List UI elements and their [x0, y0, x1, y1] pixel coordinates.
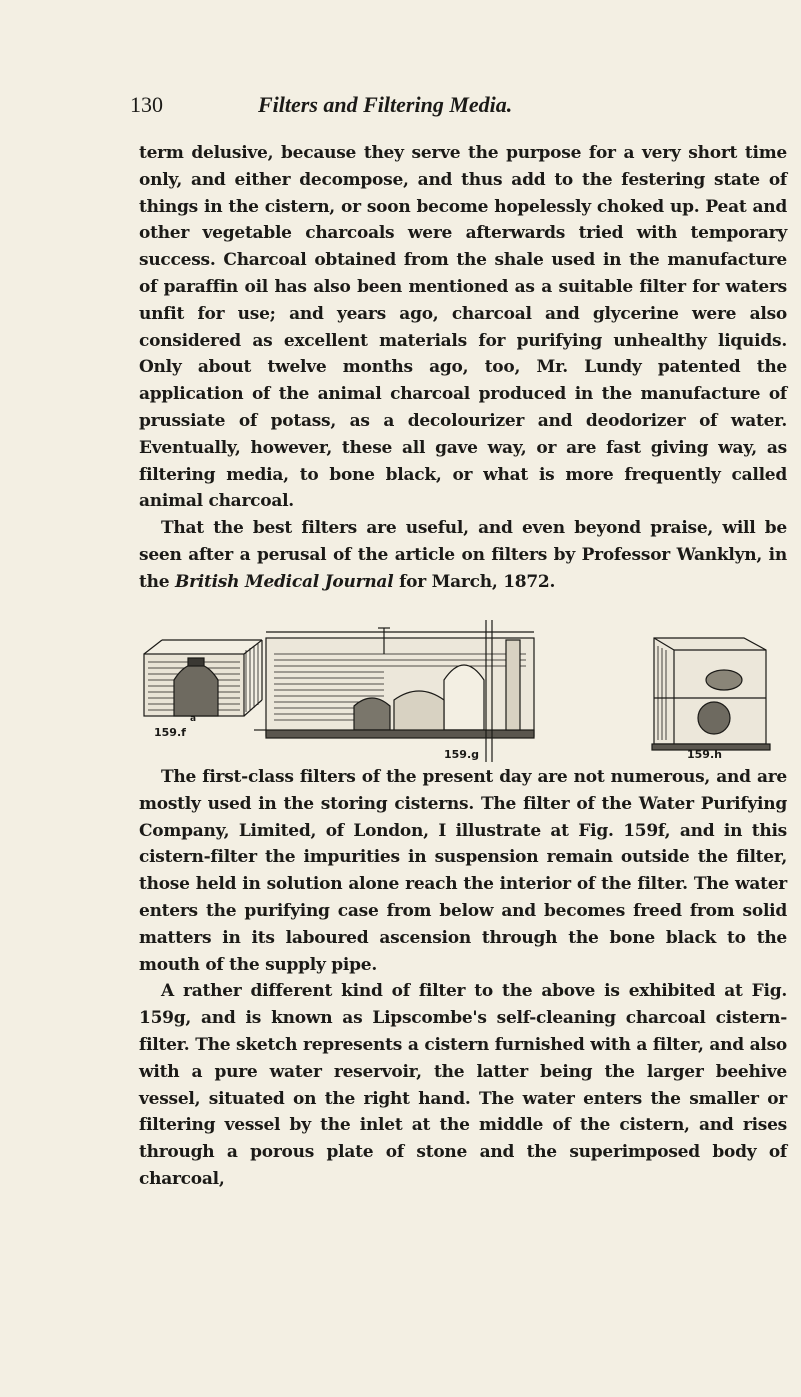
paragraph-4: A rather different kind of filter to the above is exhibited at Fig. 159g, and is known as Lipscombe's self-cleaning charcoal cistern-filter. The sketch represents a cistern furnished with a filter, and also with a pure water reservoir, the latter being the larger beehive vessel, situated on the right hand. The water enters the smaller or filtering vessel by the inlet at the middle of the cistern, and rises through a porous plate of stone and the superimposed body of charcoal, [139, 981, 787, 1189]
figure-159h-engraving [652, 638, 770, 750]
paragraph-3: The first-class filters of the present day are not numerous, and are mostly used in the storing cisterns. The filter of the Water Purifying Company, Limited, of London, I illustrate at Fig. 159f, and in this cistern-filter the impurities in suspension remain outside the filter, those held in solution alone reach the interior of the filter. The water enters the purifying case from below and becomes freed from solid matters in its laboured ascension through the bone black to the mouth of the supply pipe. [139, 767, 787, 975]
paragraph-1: term delusive, because they serve the purpose for a very short time only, and either decompose, and thus add to the festering state of things in the cistern, or soon become hopelessly choked up. Peat and other vegetable charcoals were afterwards tried with temporary success. Charcoal obtained from the shale used in the manufacture of paraffin oil has also been mentioned as a suitable filter for waters unfit for use; and years ago, charcoal and glycerine were also considered as excellent materials for purifying unhealthy liquids. Only about twelve months ago, too, Mr. Lundy patented the application of the animal charcoal produced in the manufacture of prussiate of potass, as a decolourizer and deodorizer of water. Eventually, however, these all gave way, or are fast giving way, as filtering media, to bone black, or what is more frequently called animal charcoal. [139, 143, 787, 512]
page-number: 130 [130, 92, 163, 117]
paragraph-2-text-end: for March, 1872. [393, 571, 556, 592]
filter-engravings [134, 620, 789, 762]
figure-letter-a: a [190, 714, 197, 724]
running-head: Filters and Filtering Media. [258, 92, 513, 117]
page-header [0, 92, 801, 122]
paragraph-2 [139, 515, 787, 595]
figure-illustrations [134, 620, 789, 762]
journal-title: British Medical Journal [174, 571, 394, 592]
figure-label-g: 159.g [444, 748, 480, 761]
figure-label-h: 159.h [687, 748, 722, 761]
figure-label-f: 159.f [154, 726, 186, 739]
paragraph-2-text: That the best filters are useful, and even beyond praise, will be seen after a perusal of the article on filters by Professor Wanklyn, in the [139, 518, 787, 592]
text-block-bottom [139, 764, 787, 1193]
figure-159g-engraving [254, 620, 534, 762]
figure-159f-engraving [144, 640, 262, 716]
text-block-top [139, 140, 787, 596]
